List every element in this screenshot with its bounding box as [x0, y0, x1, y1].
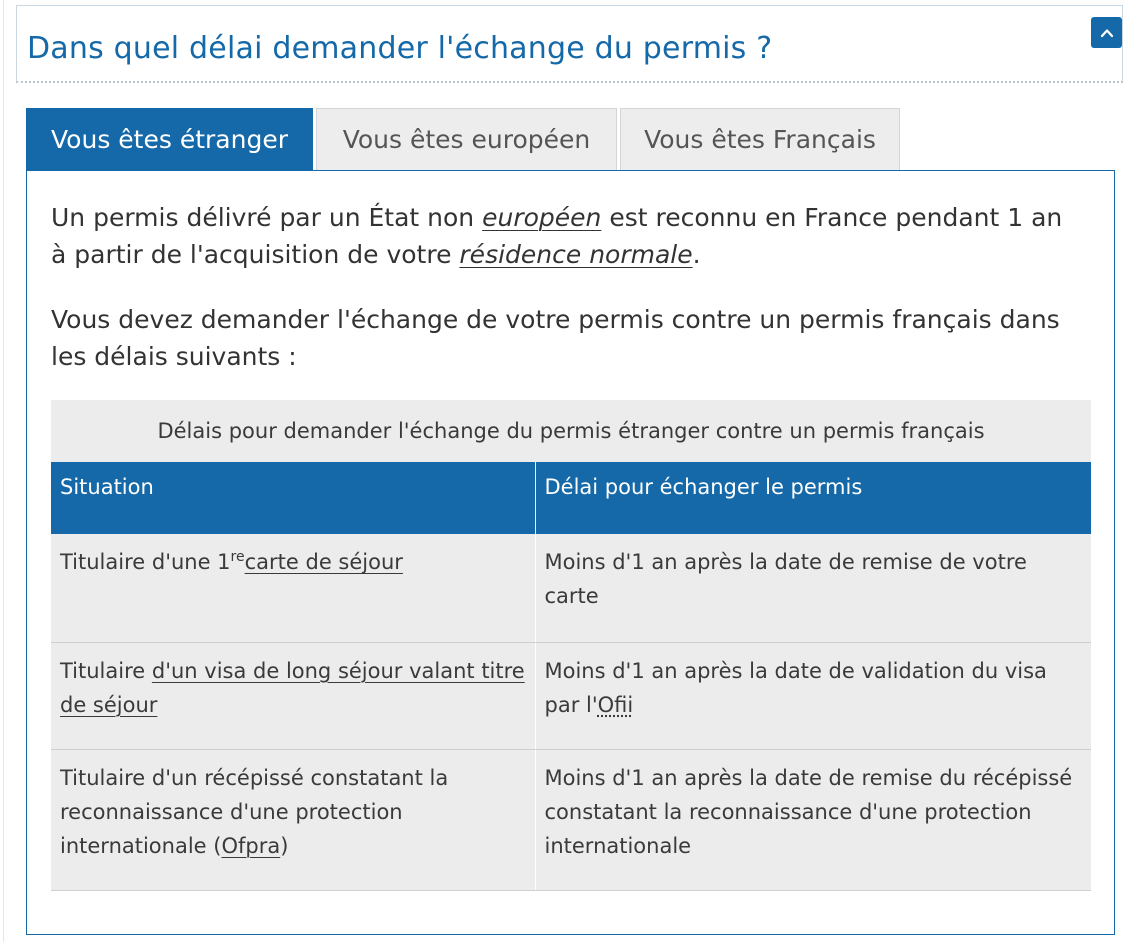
tab-label: Vous êtes Français [644, 125, 876, 154]
table-row [51, 749, 1091, 890]
para-text: Un permis délivré par un État non [51, 203, 483, 232]
accordion-header[interactable] [16, 5, 1123, 83]
intro-paragraph [51, 199, 1081, 273]
link-europeen[interactable]: européen [482, 203, 602, 232]
delai-cell: Moins d'1 an après la date de validation du visa par l'Ofii [535, 642, 1091, 749]
column-header-situation: Situation [51, 462, 535, 534]
table-row [51, 534, 1091, 642]
tab-europeen[interactable] [316, 108, 617, 170]
situation-cell: Titulaire d'une 1recarte de séjour [51, 534, 535, 642]
table-row [51, 642, 1091, 749]
abbr-ofii[interactable]: Ofii [597, 692, 634, 717]
delai-cell: Moins d'1 an après la date de remise du récépissé constatant la reconnaissance d'une protection internationale [535, 749, 1091, 890]
link-visa-long-sejour[interactable]: d'un visa de long séjour valant titre de séjour [60, 658, 525, 717]
column-header-delai: Délai pour échanger le permis [535, 462, 1091, 534]
link-residence-normale[interactable]: résidence normale [459, 240, 693, 269]
link-carte-de-sejour[interactable]: carte de séjour [244, 550, 403, 574]
chevron-up-icon [1099, 25, 1115, 41]
accordion-title: Dans quel délai demander l'échange du permis ? [27, 31, 773, 66]
delais-table [51, 400, 1091, 891]
tab-francais[interactable] [620, 108, 900, 170]
tab-etranger[interactable] [26, 108, 313, 170]
tab-label: Vous êtes étranger [51, 124, 288, 154]
para-text: . [692, 240, 701, 269]
table-caption: Délais pour demander l'échange du permis étranger contre un permis français [51, 400, 1091, 462]
para-text: est reconnu en France pendant 1 an à partir de l'acquisition de votre [51, 203, 1063, 269]
tab-panel [26, 170, 1115, 935]
tab-label: Vous êtes européen [342, 125, 591, 154]
instruction-paragraph: Vous devez demander l'échange de votre permis contre un permis français dans les délais suivants : [51, 305, 1060, 371]
link-ofpra[interactable]: Ofpra [221, 833, 281, 858]
page-edge [3, 0, 4, 942]
delai-cell: Moins d'1 an après la date de remise de votre carte [535, 534, 1091, 642]
situation-cell: Titulaire d'un récépissé constatant la reconnaissance d'une protection internationale (Ofpra) [51, 749, 535, 890]
collapse-button[interactable] [1091, 17, 1122, 48]
situation-cell: Titulaire d'un visa de long séjour valant titre de séjour [51, 642, 535, 749]
